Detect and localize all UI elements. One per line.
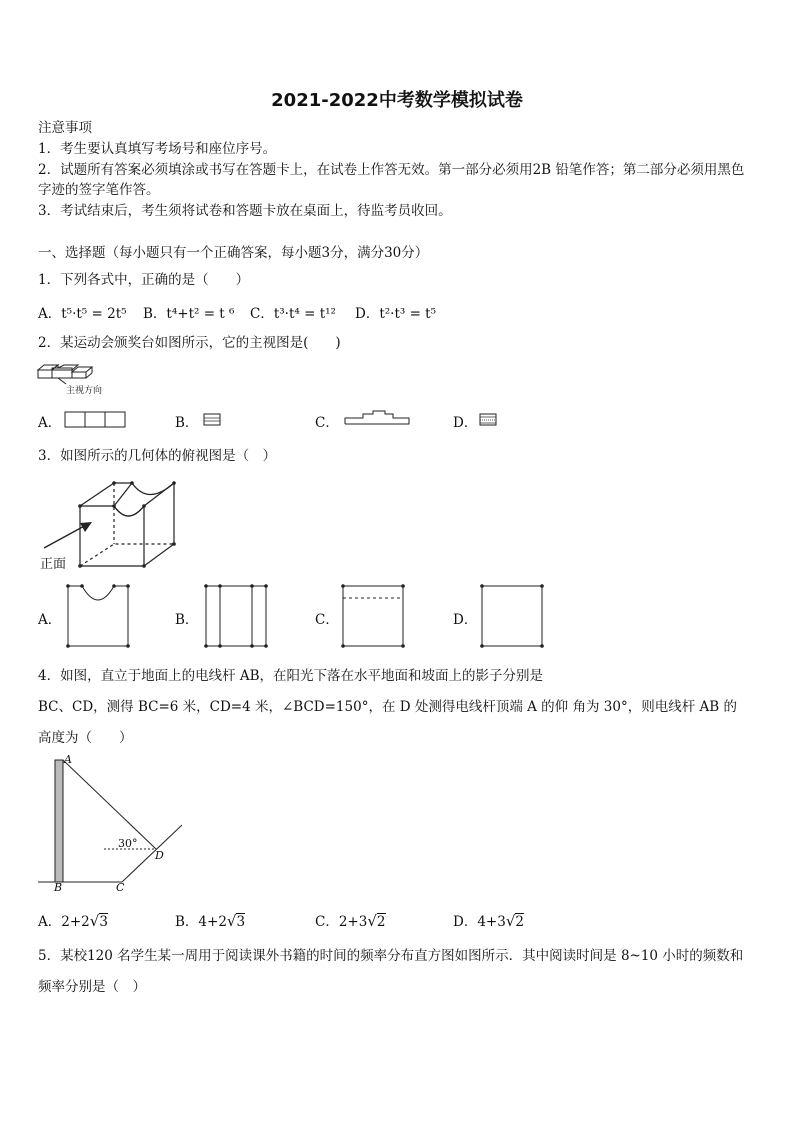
q4-stem-line2: BC、CD，测得 BC=6 米，CD=4 米，∠BCD=150°，在 D 处测得电线杆顶端 A 的仰 角为 30°，则电线杆 AB 的 xyxy=(38,699,737,715)
q3-option-d-figure[interactable] xyxy=(480,584,546,650)
q4-option-a[interactable]: A．2+2√3 xyxy=(38,912,108,930)
q4-angle-label: 30° xyxy=(118,837,138,850)
q4-option-d[interactable]: D．4+3√2 xyxy=(453,912,524,930)
q3-option-a-label[interactable]: A． xyxy=(38,612,62,628)
q4-stem-line3: 高度为（ ） xyxy=(38,730,133,746)
section-heading: 一、选择题（每小题只有一个正确答案，每小题3分，满分30分） xyxy=(38,245,429,261)
q2-option-b-figure[interactable] xyxy=(203,413,223,427)
q5-stem-line1: 5．某校120 名学生某一周用于阅读课外书籍的时间的频率分布直方图如图所示．其中阅读时间是 8~10 小时的频数和 xyxy=(38,948,744,964)
notice-item-1: 1．考生要认真填写考场号和座位序号。 xyxy=(38,141,277,157)
q2-option-c-figure[interactable] xyxy=(343,408,413,428)
q4-option-b[interactable]: B．4+2√3 xyxy=(175,912,246,930)
notice-item-2: 2．试题所有答案必须填涂或书写在答题卡上，在试卷上作答无效。第一部分必须用2B 铅笔作答；第二部分必须用黑色字迹的签字笔作答。 xyxy=(38,162,745,198)
q3-option-c-figure[interactable] xyxy=(341,584,407,650)
notice-item-3: 3．考试结束后，考生须将试卷和答题卡放在桌面上，待监考员收回。 xyxy=(38,203,452,219)
q1-stem: 1．下列各式中，正确的是（ ） xyxy=(38,272,250,288)
q4-pole-figure xyxy=(36,755,196,895)
q4-stem-line1: 4．如图，直立于地面上的电线杆 AB，在阳光下落在水平地面和坡面上的影子分别是 xyxy=(38,668,544,684)
q2-option-a-figure[interactable] xyxy=(64,411,128,429)
q3-option-d-label[interactable]: D． xyxy=(453,612,478,628)
q4-label-d: D xyxy=(155,849,164,862)
q1-option-c[interactable]: C．t³·t⁴ = t¹² xyxy=(250,306,336,322)
q2-option-c-label[interactable]: C． xyxy=(315,415,339,431)
q2-stem: 2．某运动会颁奖台如图所示，它的主视图是( ) xyxy=(38,335,341,351)
q3-option-b-label[interactable]: B． xyxy=(175,612,199,628)
q4-label-c: C xyxy=(116,881,125,894)
q4-label-b: B xyxy=(54,881,63,894)
q4-label-a: A xyxy=(64,753,72,766)
q3-option-a-figure[interactable] xyxy=(66,584,132,650)
q3-option-b-figure[interactable] xyxy=(204,584,270,650)
q2-option-b-label[interactable]: B． xyxy=(175,415,199,431)
q3-stem: 3．如图所示的几何体的俯视图是（ ） xyxy=(38,448,277,464)
q2-option-d-label[interactable]: D． xyxy=(453,415,478,431)
q4-option-c[interactable]: C．2+3√2 xyxy=(315,912,386,930)
q1-option-a[interactable]: A．t⁵·t⁵ = 2t⁵ xyxy=(38,306,127,322)
q5-stem-line2: 频率分别是（ ） xyxy=(38,979,146,995)
q2-figure-caption: 主视方向 xyxy=(66,386,103,396)
q3-option-c-label[interactable]: C． xyxy=(315,612,339,628)
q3-figure-caption: 正面 xyxy=(40,557,67,572)
notice-heading: 注意事项 xyxy=(38,120,92,136)
page-title: 2021-2022中考数学模拟试卷 xyxy=(271,90,523,111)
q2-option-a-label[interactable]: A． xyxy=(38,415,62,431)
q1-option-d[interactable]: D．t²·t³ = t⁵ xyxy=(355,306,437,322)
q2-option-d-figure[interactable] xyxy=(479,413,499,427)
q1-option-b[interactable]: B．t⁴+t² = t ⁶ xyxy=(143,306,235,322)
